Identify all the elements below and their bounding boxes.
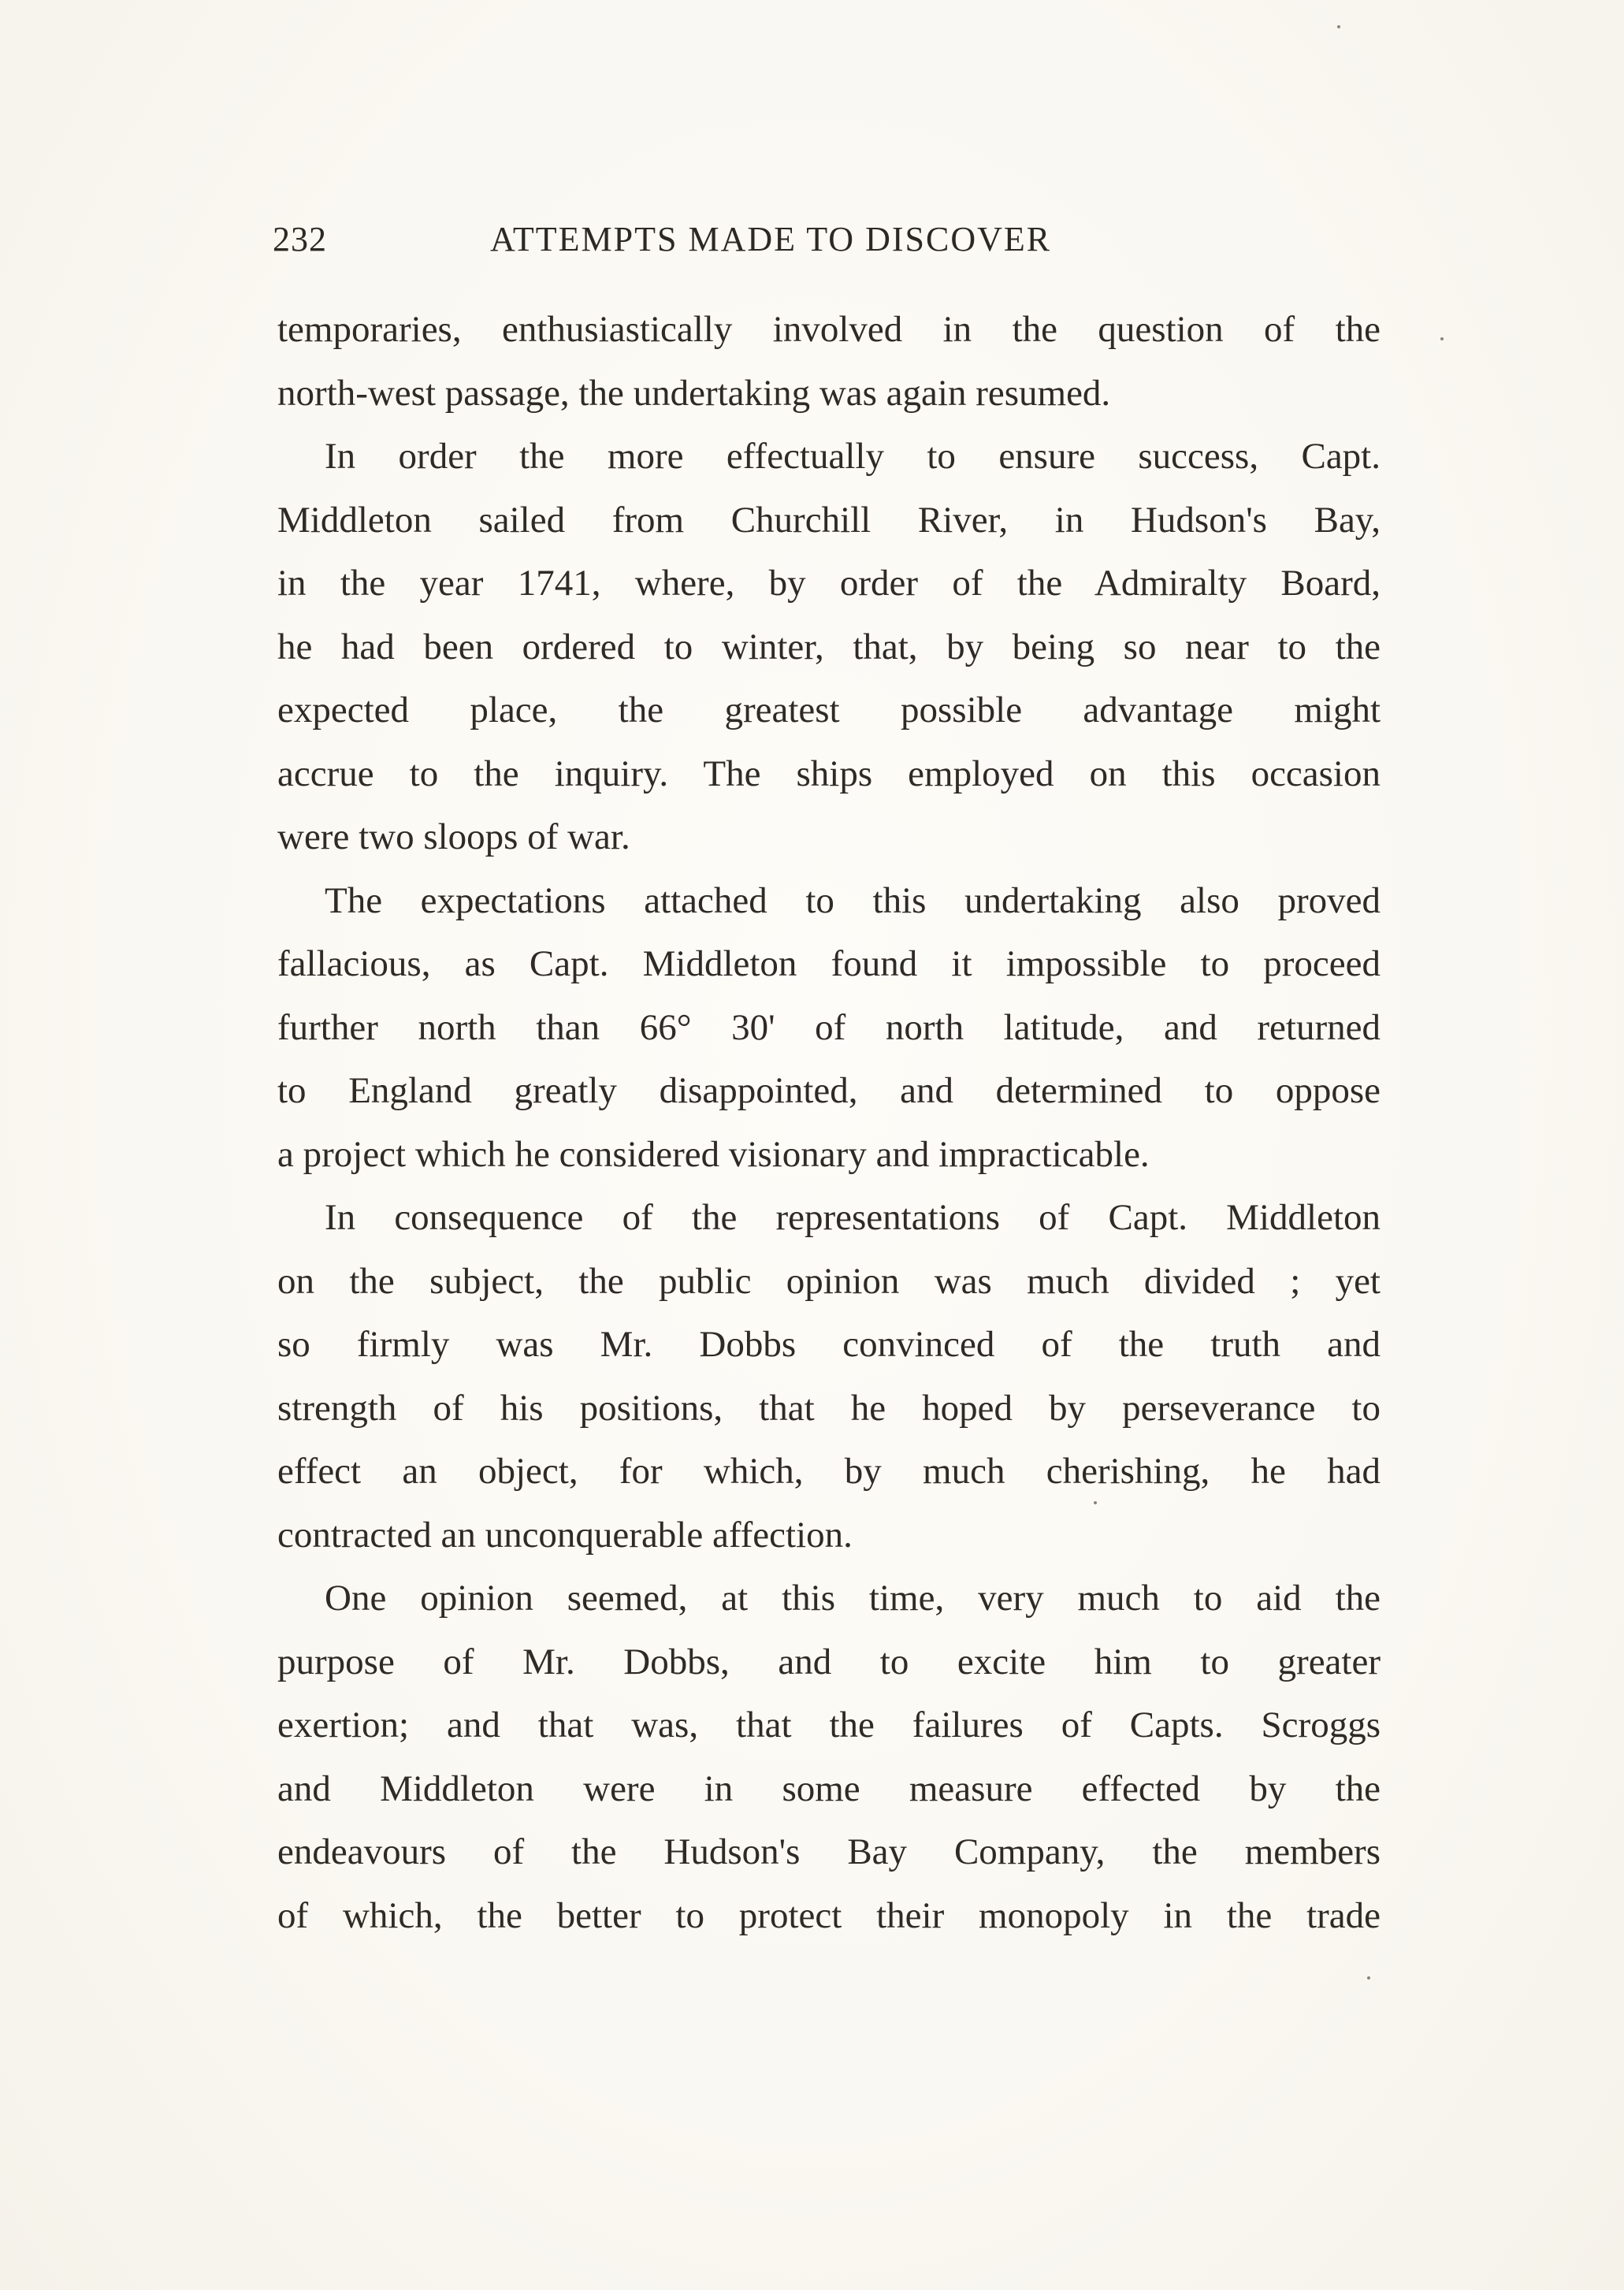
text-line: of which, the better to protect their monopoly in the trade [277,1894,1381,1936]
text-line: strength of his positions, that he hoped by perseverance to [277,1387,1381,1429]
text-line: expected place, the greatest possible advantage might [277,690,1381,730]
text-line: exertion; and that was, that the failures of Capts. Scroggs [277,1704,1381,1745]
text-line: further north than 66° 30' of north latitude, and returned [277,1006,1381,1048]
running-head [273,219,1368,274]
paper-speck [1094,1501,1097,1504]
text-line: One opinion seemed, at this time, very much to aid the [325,1578,1381,1619]
text-line: The expectations attached to this undertaking also proved [325,879,1381,921]
text-line: Middleton sailed from Churchill River, in Hudson's Bay, [277,499,1381,541]
paper-speck [1367,1976,1370,1980]
text-line: purpose of Mr. Dobbs, and to excite him to greater [277,1641,1381,1682]
page-number: 232 [273,220,327,258]
text-line: on the subject, the public opinion was much divided ; yet [277,1260,1381,1302]
text-line: in the year 1741, where, by order of the Admiralty Board, [277,563,1381,604]
text-line: temporaries, enthusiastically involved in the question of the [277,309,1381,350]
text-line: accrue to the inquiry. The ships employed on this occasion [277,753,1381,794]
text-line: effect an object, for which, by much cherishing, he had [277,1451,1381,1492]
paper-speck [1440,337,1444,340]
text-line: In order the more effectually to ensure success, Capt. [325,436,1381,477]
text-line: endeavours of the Hudson's Bay Company, the members [277,1831,1381,1872]
text-line: a project which he considered visionary and impracticable. [277,1133,1150,1175]
paper-speck [1337,25,1340,28]
text-line: and Middleton were in some measure effected by the [277,1768,1381,1809]
text-line: In consequence of the representations of Capt. Middleton [325,1197,1381,1238]
text-line: were two sloops of war. [277,816,630,857]
text-line: fallacious, as Capt. Middleton found it impossible to proceed [277,943,1381,984]
text-line: so firmly was Mr. Dobbs convinced of the truth and [277,1324,1381,1365]
text-line: north-west passage, the undertaking was again resumed. [277,372,1111,414]
text-line: he had been ordered to winter, that, by being so near to the [277,626,1381,667]
text-line: contracted an unconquerable affection. [277,1514,853,1556]
text-line: to England greatly disappointed, and determined to oppose [277,1070,1381,1111]
running-title: ATTEMPTS MADE TO DISCOVER [490,220,1052,258]
body-text [277,298,1381,1947]
